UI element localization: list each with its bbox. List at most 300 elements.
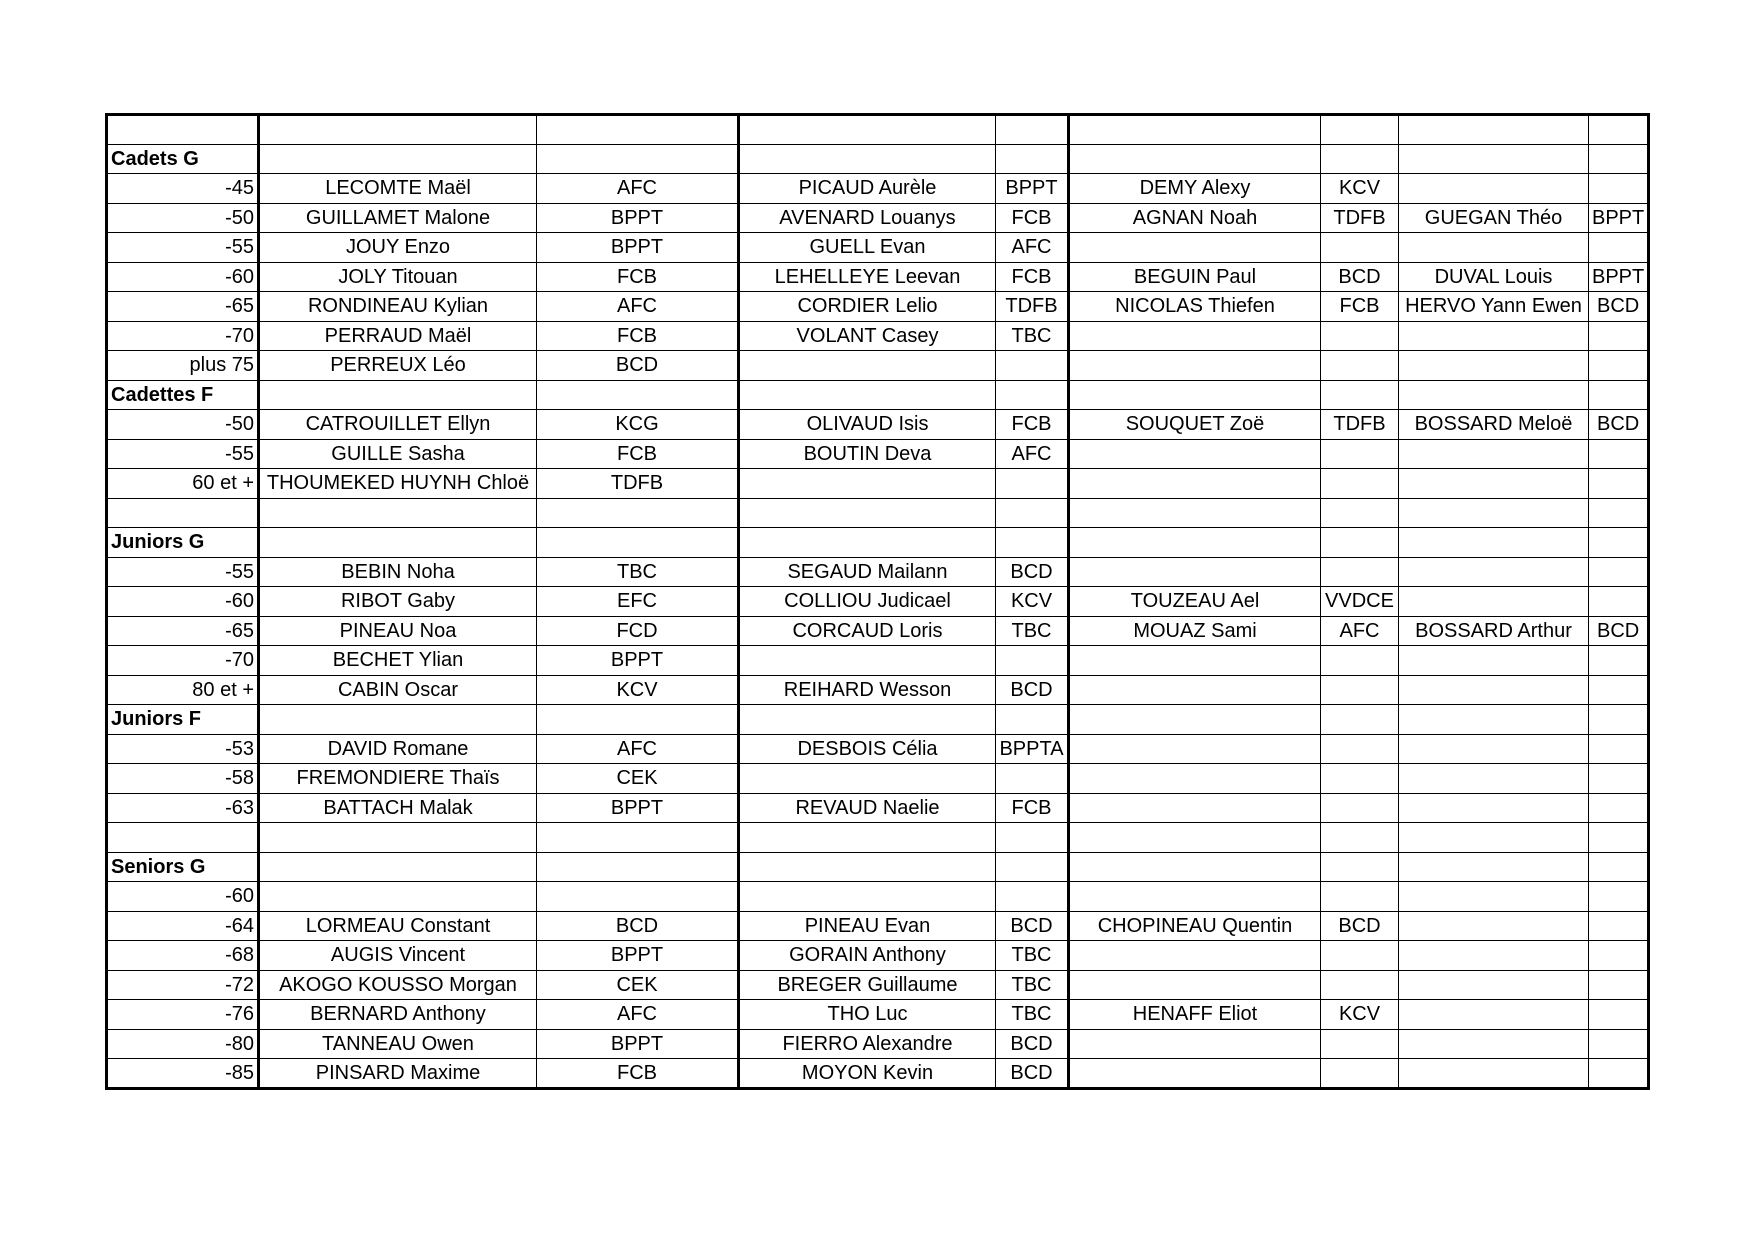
first-name-cell	[259, 882, 537, 912]
fourth-name-cell: GUEGAN Théo	[1399, 203, 1589, 233]
first-club-cell: BCD	[537, 351, 739, 381]
table-row	[107, 557, 1649, 587]
third-name-cell	[1069, 970, 1321, 1000]
third-club-cell	[1321, 528, 1399, 558]
first-name-cell: PERREUX Léo	[259, 351, 537, 381]
fourth-name-cell	[1399, 911, 1589, 941]
second-club-cell: TBC	[996, 321, 1069, 351]
first-club-cell: CEK	[537, 764, 739, 794]
second-club-cell: KCV	[996, 587, 1069, 617]
first-club-cell: CEK	[537, 970, 739, 1000]
first-club-cell: BPPT	[537, 793, 739, 823]
table-row	[107, 1029, 1649, 1059]
first-name-cell: DAVID Romane	[259, 734, 537, 764]
second-name-cell: DESBOIS Célia	[739, 734, 996, 764]
fourth-name-cell: BOSSARD Meloë	[1399, 410, 1589, 440]
fourth-name-cell	[1399, 882, 1589, 912]
third-name-cell	[1069, 764, 1321, 794]
second-club-cell: BCD	[996, 1029, 1069, 1059]
first-club-cell: BPPT	[537, 1029, 739, 1059]
table-row	[107, 203, 1649, 233]
second-name-cell	[739, 882, 996, 912]
third-name-cell	[1069, 115, 1321, 145]
first-name-cell: GUILLAMET Malone	[259, 203, 537, 233]
weight-cell: -60	[107, 587, 259, 617]
category-heading: Seniors G	[107, 852, 259, 882]
first-club-cell: KCV	[537, 675, 739, 705]
third-name-cell	[1069, 646, 1321, 676]
second-name-cell: PINEAU Evan	[739, 911, 996, 941]
first-club-cell: KCG	[537, 410, 739, 440]
second-club-cell: FCB	[996, 262, 1069, 292]
third-club-cell	[1321, 705, 1399, 735]
weight-cell: -55	[107, 233, 259, 263]
third-club-cell: BCD	[1321, 911, 1399, 941]
first-club-cell: FCB	[537, 439, 739, 469]
fourth-club-cell	[1589, 705, 1649, 735]
first-name-cell: JOUY Enzo	[259, 233, 537, 263]
fourth-club-cell	[1589, 498, 1649, 528]
first-club-cell: AFC	[537, 1000, 739, 1030]
third-name-cell	[1069, 675, 1321, 705]
third-name-cell	[1069, 351, 1321, 381]
table-row	[107, 1000, 1649, 1030]
fourth-club-cell	[1589, 115, 1649, 145]
third-name-cell: HENAFF Eliot	[1069, 1000, 1321, 1030]
second-name-cell: GORAIN Anthony	[739, 941, 996, 971]
first-name-cell: TANNEAU Owen	[259, 1029, 537, 1059]
third-club-cell	[1321, 1059, 1399, 1089]
first-club-cell: FCB	[537, 321, 739, 351]
third-name-cell	[1069, 557, 1321, 587]
fourth-club-cell	[1589, 941, 1649, 971]
category-heading: Juniors G	[107, 528, 259, 558]
second-name-cell: FIERRO Alexandre	[739, 1029, 996, 1059]
second-club-cell: BPPT	[996, 174, 1069, 204]
fourth-name-cell: HERVO Yann Ewen	[1399, 292, 1589, 322]
second-name-cell: REVAUD Naelie	[739, 793, 996, 823]
second-name-cell: PICAUD Aurèle	[739, 174, 996, 204]
third-name-cell	[1069, 469, 1321, 499]
fourth-name-cell	[1399, 1029, 1589, 1059]
second-club-cell	[996, 351, 1069, 381]
fourth-name-cell	[1399, 469, 1589, 499]
third-club-cell	[1321, 675, 1399, 705]
first-name-cell: BEBIN Noha	[259, 557, 537, 587]
third-name-cell	[1069, 734, 1321, 764]
third-club-cell: KCV	[1321, 1000, 1399, 1030]
table-row	[107, 115, 1649, 145]
fourth-name-cell	[1399, 587, 1589, 617]
first-name-cell: LORMEAU Constant	[259, 911, 537, 941]
third-name-cell: BEGUIN Paul	[1069, 262, 1321, 292]
first-name-cell	[259, 115, 537, 145]
first-club-cell	[537, 705, 739, 735]
first-club-cell: FCB	[537, 262, 739, 292]
third-club-cell	[1321, 941, 1399, 971]
table-row	[107, 675, 1649, 705]
category-heading: Cadettes F	[107, 380, 259, 410]
third-name-cell	[1069, 705, 1321, 735]
third-club-cell	[1321, 764, 1399, 794]
fourth-name-cell	[1399, 321, 1589, 351]
first-club-cell: EFC	[537, 587, 739, 617]
second-club-cell: TBC	[996, 941, 1069, 971]
first-name-cell: CATROUILLET Ellyn	[259, 410, 537, 440]
weight-cell: -70	[107, 646, 259, 676]
second-club-cell	[996, 469, 1069, 499]
fourth-club-cell	[1589, 233, 1649, 263]
fourth-club-cell: BCD	[1589, 292, 1649, 322]
second-club-cell: AFC	[996, 233, 1069, 263]
third-club-cell	[1321, 646, 1399, 676]
third-name-cell: MOUAZ Sami	[1069, 616, 1321, 646]
table-row	[107, 823, 1649, 853]
first-name-cell	[259, 498, 537, 528]
third-name-cell	[1069, 528, 1321, 558]
table-row	[107, 970, 1649, 1000]
third-club-cell	[1321, 557, 1399, 587]
fourth-name-cell	[1399, 1059, 1589, 1089]
third-club-cell: KCV	[1321, 174, 1399, 204]
third-name-cell: CHOPINEAU Quentin	[1069, 911, 1321, 941]
first-club-cell: BPPT	[537, 233, 739, 263]
third-club-cell	[1321, 882, 1399, 912]
third-club-cell	[1321, 321, 1399, 351]
table-row	[107, 1059, 1649, 1089]
weight-cell: -80	[107, 1029, 259, 1059]
second-name-cell	[739, 823, 996, 853]
fourth-name-cell	[1399, 1000, 1589, 1030]
fourth-club-cell	[1589, 1059, 1649, 1089]
second-club-cell: TDFB	[996, 292, 1069, 322]
third-club-cell	[1321, 1029, 1399, 1059]
weight-cell: -76	[107, 1000, 259, 1030]
fourth-club-cell	[1589, 587, 1649, 617]
second-name-cell	[739, 705, 996, 735]
fourth-club-cell	[1589, 380, 1649, 410]
first-name-cell	[259, 852, 537, 882]
fourth-club-cell	[1589, 557, 1649, 587]
third-club-cell	[1321, 469, 1399, 499]
weight-cell: -70	[107, 321, 259, 351]
second-name-cell: COLLIOU Judicael	[739, 587, 996, 617]
first-club-cell	[537, 115, 739, 145]
second-club-cell: TBC	[996, 970, 1069, 1000]
fourth-name-cell: DUVAL Louis	[1399, 262, 1589, 292]
category-heading: Cadets G	[107, 144, 259, 174]
second-name-cell	[739, 528, 996, 558]
results-table	[105, 113, 1650, 1090]
fourth-name-cell	[1399, 380, 1589, 410]
fourth-club-cell	[1589, 970, 1649, 1000]
weight-cell: -63	[107, 793, 259, 823]
third-club-cell: TDFB	[1321, 203, 1399, 233]
fourth-club-cell	[1589, 852, 1649, 882]
fourth-name-cell	[1399, 852, 1589, 882]
table-row	[107, 469, 1649, 499]
third-name-cell	[1069, 823, 1321, 853]
first-name-cell: JOLY Titouan	[259, 262, 537, 292]
table-row	[107, 351, 1649, 381]
first-club-cell	[537, 528, 739, 558]
weight-cell: -68	[107, 941, 259, 971]
second-name-cell: MOYON Kevin	[739, 1059, 996, 1089]
first-name-cell	[259, 705, 537, 735]
first-club-cell	[537, 882, 739, 912]
fourth-club-cell: BPPT	[1589, 203, 1649, 233]
third-club-cell	[1321, 734, 1399, 764]
first-name-cell: BECHET Ylian	[259, 646, 537, 676]
first-club-cell: FCD	[537, 616, 739, 646]
fourth-club-cell	[1589, 528, 1649, 558]
weight-cell: -60	[107, 882, 259, 912]
second-name-cell	[739, 646, 996, 676]
first-name-cell: RONDINEAU Kylian	[259, 292, 537, 322]
third-club-cell: AFC	[1321, 616, 1399, 646]
table-row	[107, 498, 1649, 528]
third-name-cell: TOUZEAU Ael	[1069, 587, 1321, 617]
table-row	[107, 174, 1649, 204]
third-club-cell	[1321, 380, 1399, 410]
third-club-cell	[1321, 852, 1399, 882]
table-row	[107, 734, 1649, 764]
first-club-cell	[537, 380, 739, 410]
second-name-cell: BOUTIN Deva	[739, 439, 996, 469]
third-club-cell	[1321, 498, 1399, 528]
third-name-cell	[1069, 144, 1321, 174]
fourth-club-cell	[1589, 911, 1649, 941]
weight-cell: 80 et +	[107, 675, 259, 705]
weight-cell: -65	[107, 292, 259, 322]
table-row	[107, 439, 1649, 469]
table-row	[107, 616, 1649, 646]
weight-cell: -72	[107, 970, 259, 1000]
second-name-cell: AVENARD Louanys	[739, 203, 996, 233]
table-row	[107, 705, 1649, 735]
first-club-cell: AFC	[537, 292, 739, 322]
first-club-cell: AFC	[537, 174, 739, 204]
fourth-name-cell	[1399, 646, 1589, 676]
second-club-cell: BCD	[996, 1059, 1069, 1089]
table-row	[107, 292, 1649, 322]
fourth-name-cell	[1399, 557, 1589, 587]
second-club-cell	[996, 144, 1069, 174]
second-club-cell: FCB	[996, 410, 1069, 440]
fourth-club-cell	[1589, 439, 1649, 469]
fourth-name-cell	[1399, 970, 1589, 1000]
third-club-cell: BCD	[1321, 262, 1399, 292]
second-name-cell	[739, 852, 996, 882]
second-club-cell: BCD	[996, 557, 1069, 587]
third-club-cell: FCB	[1321, 292, 1399, 322]
fourth-club-cell: BCD	[1589, 616, 1649, 646]
first-name-cell: THOUMEKED HUYNH Chloë	[259, 469, 537, 499]
fourth-club-cell	[1589, 646, 1649, 676]
third-club-cell	[1321, 351, 1399, 381]
second-name-cell: OLIVAUD Isis	[739, 410, 996, 440]
fourth-name-cell	[1399, 764, 1589, 794]
third-club-cell	[1321, 115, 1399, 145]
second-club-cell: BCD	[996, 675, 1069, 705]
weight-cell	[107, 498, 259, 528]
second-club-cell	[996, 705, 1069, 735]
weight-cell: 60 et +	[107, 469, 259, 499]
second-name-cell: SEGAUD Mailann	[739, 557, 996, 587]
first-club-cell: TBC	[537, 557, 739, 587]
first-name-cell: LECOMTE Maël	[259, 174, 537, 204]
table-row	[107, 911, 1649, 941]
third-name-cell: SOUQUET Zoë	[1069, 410, 1321, 440]
third-name-cell	[1069, 233, 1321, 263]
second-name-cell: REIHARD Wesson	[739, 675, 996, 705]
second-name-cell	[739, 380, 996, 410]
fourth-name-cell	[1399, 705, 1589, 735]
fourth-name-cell	[1399, 174, 1589, 204]
category-heading: Juniors F	[107, 705, 259, 735]
weight-cell: -55	[107, 557, 259, 587]
table-row	[107, 144, 1649, 174]
fourth-club-cell	[1589, 1000, 1649, 1030]
third-club-cell	[1321, 233, 1399, 263]
third-club-cell	[1321, 970, 1399, 1000]
third-name-cell	[1069, 941, 1321, 971]
fourth-name-cell	[1399, 734, 1589, 764]
second-club-cell	[996, 380, 1069, 410]
second-club-cell: FCB	[996, 793, 1069, 823]
weight-cell	[107, 823, 259, 853]
table-row	[107, 262, 1649, 292]
third-name-cell: AGNAN Noah	[1069, 203, 1321, 233]
fourth-club-cell: BCD	[1589, 410, 1649, 440]
second-name-cell	[739, 469, 996, 499]
second-name-cell	[739, 144, 996, 174]
fourth-club-cell	[1589, 321, 1649, 351]
second-club-cell	[996, 852, 1069, 882]
table-row	[107, 380, 1649, 410]
second-club-cell	[996, 646, 1069, 676]
fourth-name-cell: BOSSARD Arthur	[1399, 616, 1589, 646]
fourth-club-cell	[1589, 174, 1649, 204]
fourth-name-cell	[1399, 528, 1589, 558]
weight-cell: -45	[107, 174, 259, 204]
first-name-cell: CABIN Oscar	[259, 675, 537, 705]
second-name-cell: GUELL Evan	[739, 233, 996, 263]
second-club-cell	[996, 498, 1069, 528]
second-club-cell: AFC	[996, 439, 1069, 469]
third-club-cell: VVDCE	[1321, 587, 1399, 617]
third-name-cell	[1069, 498, 1321, 528]
first-name-cell: PINSARD Maxime	[259, 1059, 537, 1089]
fourth-club-cell	[1589, 734, 1649, 764]
fourth-name-cell	[1399, 793, 1589, 823]
table-row	[107, 233, 1649, 263]
second-name-cell	[739, 115, 996, 145]
fourth-club-cell: BPPT	[1589, 262, 1649, 292]
first-name-cell	[259, 528, 537, 558]
second-club-cell: TBC	[996, 1000, 1069, 1030]
table-row	[107, 852, 1649, 882]
first-club-cell: BPPT	[537, 203, 739, 233]
weight-cell: -53	[107, 734, 259, 764]
first-name-cell: AUGIS Vincent	[259, 941, 537, 971]
first-name-cell: BATTACH Malak	[259, 793, 537, 823]
fourth-name-cell	[1399, 144, 1589, 174]
weight-cell: -50	[107, 410, 259, 440]
fourth-name-cell	[1399, 498, 1589, 528]
second-club-cell: BCD	[996, 911, 1069, 941]
third-club-cell	[1321, 144, 1399, 174]
second-club-cell	[996, 115, 1069, 145]
first-club-cell	[537, 144, 739, 174]
fourth-name-cell	[1399, 823, 1589, 853]
third-name-cell	[1069, 852, 1321, 882]
second-name-cell	[739, 764, 996, 794]
first-name-cell	[259, 144, 537, 174]
table-row	[107, 587, 1649, 617]
second-club-cell: BPPTA	[996, 734, 1069, 764]
first-club-cell: FCB	[537, 1059, 739, 1089]
table-row	[107, 646, 1649, 676]
first-club-cell: TDFB	[537, 469, 739, 499]
fourth-name-cell	[1399, 351, 1589, 381]
first-name-cell: PINEAU Noa	[259, 616, 537, 646]
first-name-cell	[259, 823, 537, 853]
second-name-cell: CORDIER Lelio	[739, 292, 996, 322]
second-club-cell	[996, 764, 1069, 794]
third-club-cell	[1321, 793, 1399, 823]
table-row	[107, 793, 1649, 823]
second-name-cell: THO Luc	[739, 1000, 996, 1030]
fourth-club-cell	[1589, 144, 1649, 174]
weight-cell: -60	[107, 262, 259, 292]
fourth-club-cell	[1589, 764, 1649, 794]
table-row	[107, 321, 1649, 351]
table-row	[107, 528, 1649, 558]
fourth-name-cell	[1399, 115, 1589, 145]
third-name-cell	[1069, 380, 1321, 410]
fourth-club-cell	[1589, 469, 1649, 499]
fourth-club-cell	[1589, 823, 1649, 853]
second-club-cell	[996, 882, 1069, 912]
first-club-cell	[537, 823, 739, 853]
table-row	[107, 882, 1649, 912]
first-club-cell: AFC	[537, 734, 739, 764]
third-name-cell	[1069, 1059, 1321, 1089]
third-name-cell: DEMY Alexy	[1069, 174, 1321, 204]
third-name-cell	[1069, 439, 1321, 469]
third-name-cell	[1069, 882, 1321, 912]
first-club-cell: BPPT	[537, 941, 739, 971]
weight-cell: -85	[107, 1059, 259, 1089]
table-row	[107, 410, 1649, 440]
second-name-cell: VOLANT Casey	[739, 321, 996, 351]
weight-cell: -55	[107, 439, 259, 469]
second-club-cell	[996, 528, 1069, 558]
first-name-cell: GUILLE Sasha	[259, 439, 537, 469]
third-name-cell	[1069, 1029, 1321, 1059]
second-name-cell: BREGER Guillaume	[739, 970, 996, 1000]
second-name-cell: CORCAUD Loris	[739, 616, 996, 646]
weight-cell: -65	[107, 616, 259, 646]
second-club-cell	[996, 823, 1069, 853]
fourth-club-cell	[1589, 882, 1649, 912]
second-club-cell: FCB	[996, 203, 1069, 233]
third-name-cell	[1069, 321, 1321, 351]
third-name-cell	[1069, 793, 1321, 823]
second-name-cell	[739, 498, 996, 528]
fourth-name-cell	[1399, 675, 1589, 705]
